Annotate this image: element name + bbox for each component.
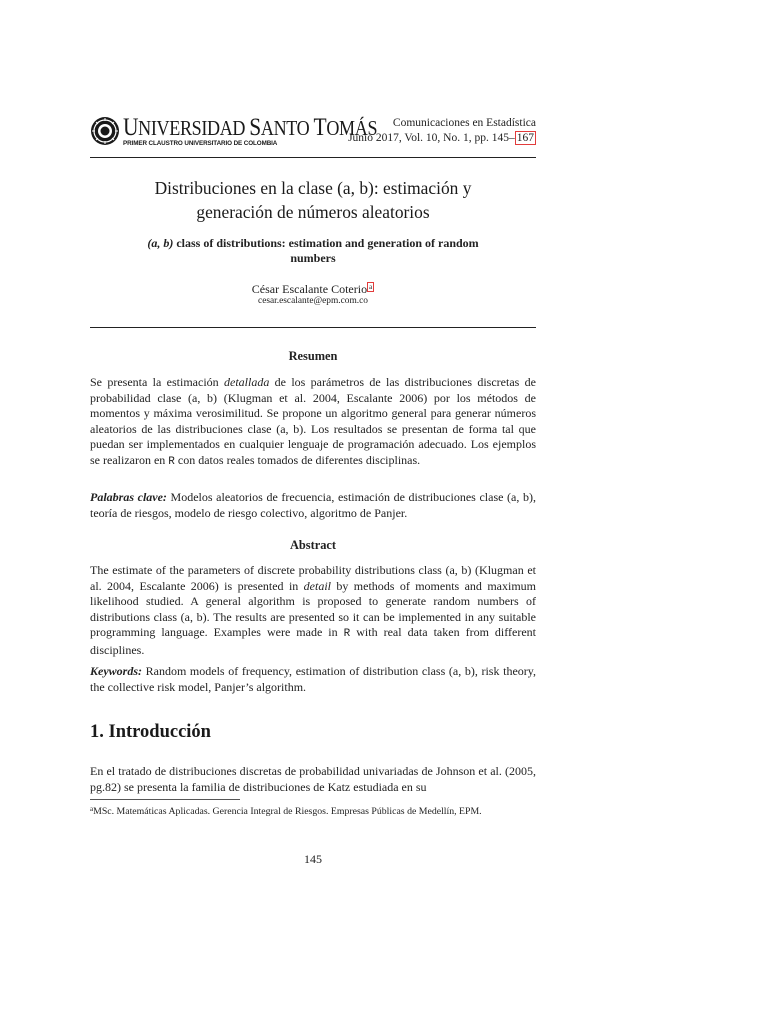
abstract-heading: Abstract: [289, 538, 337, 552]
abstract-rule: [90, 327, 536, 328]
author-name: César Escalante Coterio a: [251, 282, 373, 296]
section-text: En el tratado de distribuciones discretas de probabilidad univariadas de Johnson et al. (2005, pg.82) se presenta la familia de distribuciones de Katz estudiada en su: [90, 764, 536, 794]
last-page-link[interactable]: 167: [516, 132, 534, 144]
footnote-rule: [90, 799, 240, 800]
journal-info: [348, 116, 536, 146]
page-number: 145: [304, 852, 322, 866]
resumen-heading: Resumen: [288, 349, 338, 363]
section-heading: 1. Introducción: [90, 722, 211, 742]
journal-issue: Junio 2017, Vol. 10, No. 1, pp. 145– 167: [348, 132, 534, 144]
abstract-text: The estimate of the parameters of discrete probability distributions class (a, b) (Klugman et al. 2004, Escalante 2006) is presented in detail by methods of moments and maximum likelihood studied. A general algorithm is proposed to generate random numbers of distributions class (a, b). The results are presented so it can be implemented in any suitable programming language. Examples were made in R with real data taken from different disciplines.: [90, 563, 536, 657]
palabras-clave: Palabras clave: Modelos aleatorios de frecuencia, estimación de distribuciones clase (a, b), teoría de riesgos, modelo de riesgo colectivo, algoritmo de Panjer.: [90, 490, 536, 520]
university-tagline: PRIMER CLAUSTRO UNIVERSITARIO DE COLOMBIA: [123, 139, 278, 147]
paper-title: [90, 176, 536, 224]
university-name: UNIVERSIDAD SANTO TOMÁS: [123, 113, 378, 141]
keywords: Keywords: Random models of frequency, estimation of distribution class (a, b), risk theory, the collective risk model, Panjer’s algorithm.: [90, 664, 536, 694]
page-header: [90, 108, 536, 154]
title-line-1: Distribuciones en la clase (a, b): estimación y: [154, 178, 472, 198]
footnote: $^a$MSc. Matemáticas Aplicadas. Gerencia Integral de Riesgos. Empresas Públicas de Medellín, EPM.: [90, 805, 482, 817]
resumen-text: Se presenta la estimación detallada de los parámetros de las distribuciones discretas de probabilidad clase (a, b) (Klugman et al. 2004, Escalante 2006) por los métodos de momentos y máxima verosimilitud. Se propone un algoritmo general para generar números aleatorios de las distribuciones clase (a, b). Los resultados se presentan de forma tal que puedan ser implementados en cualquier lenguaje de programación adecuado. Los ejemplos se realizaron en R con datos reales tomados de diferentes disciplinas.: [90, 375, 536, 468]
title-line-2: generación de números aleatorios: [196, 202, 430, 222]
journal-name: Comunicaciones en Estadística: [392, 117, 536, 129]
header-rule: [90, 157, 536, 158]
author-footnote-link[interactable]: a: [369, 283, 373, 291]
university-seal-icon: [90, 116, 120, 146]
author-email: cesar.escalante@epm.com.co: [258, 296, 368, 306]
paper-subtitle-english: (a, b) class of distributions: estimation and generation of random numbers: [147, 236, 479, 265]
